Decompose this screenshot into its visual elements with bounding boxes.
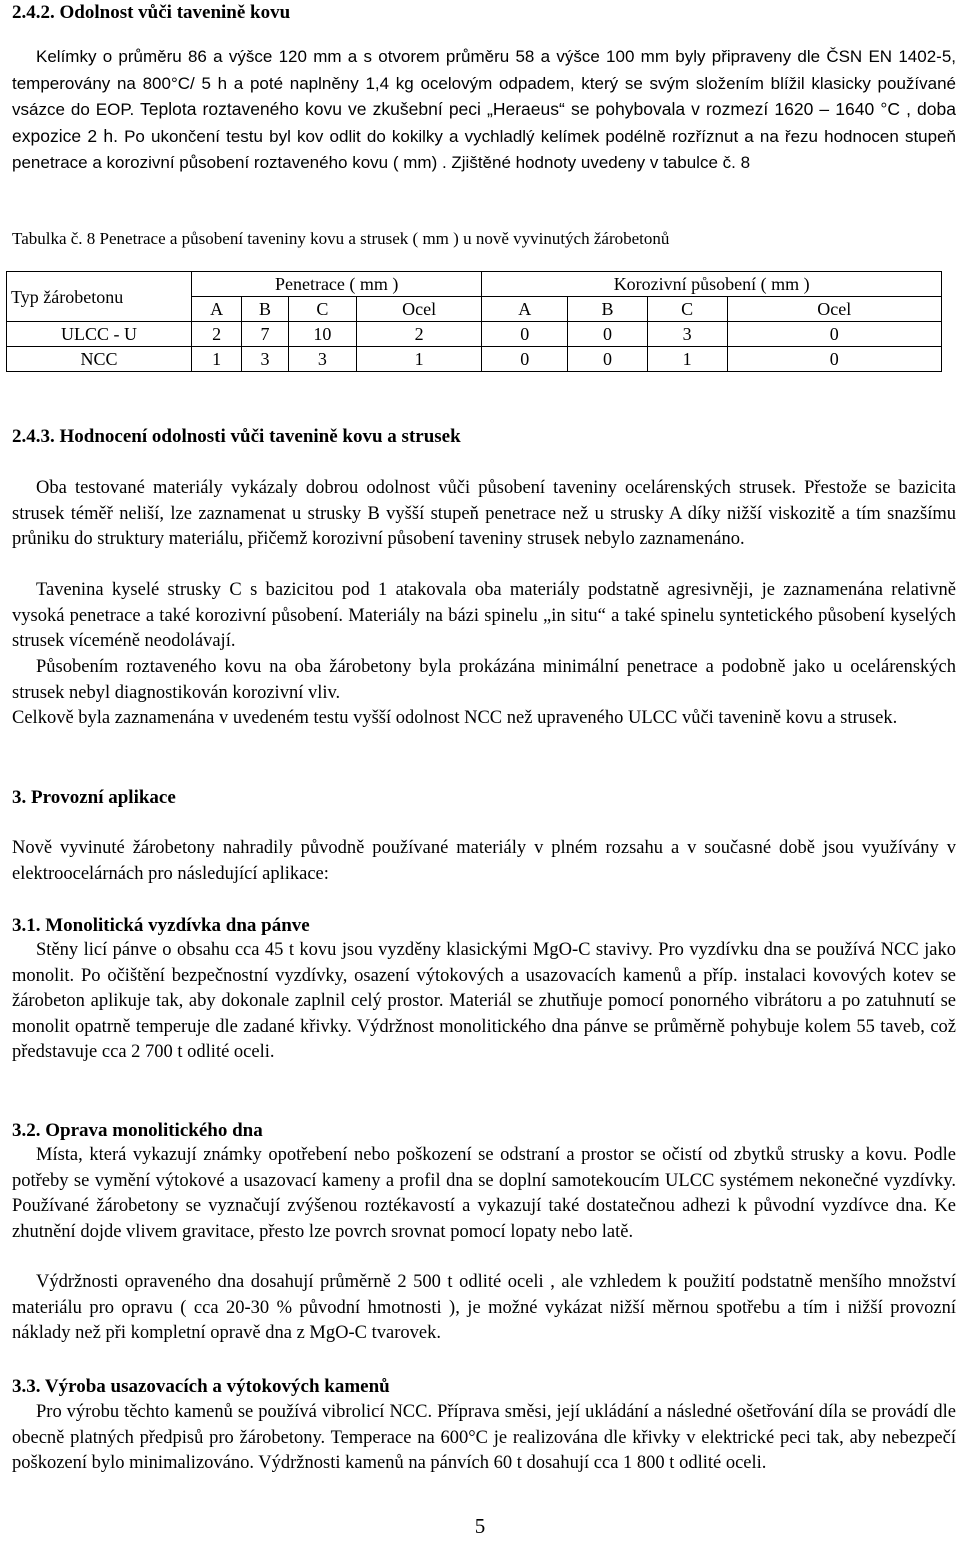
- section-heading-3-2: 3.2. Oprava monolitického dna: [12, 1120, 263, 1141]
- table-cell: 2: [356, 322, 481, 347]
- subheader-cell: Ocel: [727, 297, 941, 322]
- table-cell: 0: [482, 322, 568, 347]
- subheader-cell: C: [647, 297, 727, 322]
- header-corrosion: Korozivní působení ( mm ): [482, 272, 942, 297]
- table-cell: 2: [192, 322, 242, 347]
- paragraph-part-heraeus: Teplota roztaveného kovu ve zkušební peci „Heraeus“ se pohybovala v rozmezí 1620 – 1640 °C , doba expozice 2 h.: [12, 99, 956, 146]
- table-row: [7, 347, 942, 372]
- row-label: NCC: [7, 347, 192, 372]
- paragraph-acid-slag: Tavenina kyselé strusky C s bazicitou pod 1 atakovala oba materiály podstatně agresivněji, je zaznamenána relativně vysoká penetrace a také korozivní působení. Materiály na bázi spinelu „in situ“ a také spinelu syntetického působení kyselých strusek víceméně neodolávají.: [12, 580, 956, 651]
- table-cell: 0: [727, 322, 941, 347]
- table-cell: 3: [288, 347, 356, 372]
- subheader-cell: C: [288, 297, 356, 322]
- paragraph-repair-durability: Výdržnosti opraveného dna dosahují průměrně 2 500 t odlité oceli , ale vzhledem k použití podstatně menšího množství materiálu pro opravu ( cca 20-30 % původní hmotnosti ), je možné vykázat nižší měrnou spotřebu a tím i nižší provozní náklady než při kompletní opravě dna z MgO-C tvarovek.: [12, 1272, 956, 1343]
- table-cell: 0: [482, 347, 568, 372]
- paragraph-part-result: Po ukončení testu byl kov odlit do kokilky a vychladlý kelímek podélně rozříznut a na řezu hodnocen stupeň penetrace a korozivní působení roztaveného kovu ( mm) . Zjištěné hodnoty uvedeny v tabulce č. 8: [12, 126, 956, 172]
- table-cell: 1: [647, 347, 727, 372]
- section-heading-3-3: 3.3. Výroba usazovacích a výtokových kamenů: [12, 1376, 390, 1397]
- section-heading-3-1: 3.1. Monolitická vyzdívka dna pánve: [12, 915, 310, 936]
- header-type: Typ žárobetonu: [7, 272, 192, 322]
- table-cell: 1: [356, 347, 481, 372]
- subheader-cell: A: [482, 297, 568, 322]
- table-cell: 0: [727, 347, 941, 372]
- paragraph-applications: Nově vyvinuté žárobetony nahradily původně používané materiály v plném rozsahu a v současné době jsou využívány v elektroocelárnách pro následující aplikace:: [12, 838, 956, 884]
- table-cell: 0: [568, 322, 648, 347]
- paragraph-summary: Celkově byla zaznamenána v uvedeném testu vyšší odolnost NCC než upraveného ULCC vůči tavenině kovu a strusek.: [12, 708, 898, 728]
- data-table-8: [6, 271, 942, 372]
- subheader-cell: Ocel: [356, 297, 481, 322]
- table-cell: 0: [568, 347, 648, 372]
- subheader-cell: A: [192, 297, 242, 322]
- table-caption: Tabulka č. 8 Penetrace a působení taveniny kovu a strusek ( mm ) u nově vyvinutých žárobetonů: [12, 229, 670, 248]
- table-row: [7, 322, 942, 347]
- table-cell: 10: [288, 322, 356, 347]
- section-heading-3: 3. Provozní aplikace: [12, 787, 176, 808]
- page-number: 5: [474, 1514, 486, 1538]
- table-cell: 7: [242, 322, 289, 347]
- row-label: ULCC - U: [7, 322, 192, 347]
- paragraph-part-sans: Kelímky o průměru 86 a výšce 120 mm a s otvorem průměru 58 a výšce 100 mm byly připraveny dle ČSN EN 1402-5, temperovány na 800°C/ 5 h a poté naplněny 1,4 kg ocelovým odpadem, který se svým složením blížil klasicky používané vsázce do EOP.: [12, 47, 956, 119]
- table-cell: 1: [192, 347, 242, 372]
- section-heading-2-4-2: 2.4.2. Odolnost vůči tavenině kovu: [12, 2, 291, 23]
- subheader-cell: B: [242, 297, 289, 322]
- subheader-cell: B: [568, 297, 648, 322]
- paragraph-repair: Místa, která vykazují známky opotřebení nebo poškození se odstraní a prostor se očistí od zbytků strusky a kovu. Podle potřeby se vymění výtokové a usazovací kameny a profil dna se doplní samotekoucím ULCC systémem nekonečné vyzdívky. Používané žárobetony se vyznačují zvýšenou roztékavostí a vykazují také dostatečnou adhezi k původní vyzdívce dna. Ke zhutnění dojde vlivem gravitace, přesto lze povrch srovnat pomocí lopaty nebo latě.: [12, 1145, 956, 1242]
- paragraph-slag-resistance: Oba testované materiály vykázaly dobrou odolnost vůči působení taveniny ocelárenských strusek. Přestože se bazicita strusek téměř neliší, lze zaznamenat u strusky B vyšší stupeň penetrace než u strusky A díky nižší viskozitě a tím snazšímu průniku do struktury materiálu, přičemž korozivní působení taveniny strusek nebylo zaznamenáno.: [12, 478, 956, 549]
- table-cell: 3: [242, 347, 289, 372]
- paragraph-ladle-bottom: Stěny licí pánve o obsahu cca 45 t kovu jsou vyzděny klasickými MgO-C stavivy. Pro vyzdívku dna se používá NCC jako monolit. Po očištění bezpečnostní vyzdívky, osazení výtokových a usazovacích kamenů a příp. instalaci kovových kotev se žárobeton aplikuje tak, aby dokonale zaplnil celý prostor. Materiál se zhutňuje pomocí ponorného vibrátoru a po zatuhnutí se monolit opatrně temperuje dle zadané křivky. Výdržnost monolitického dna pánve se průměrně pohybuje kolem 55 taveb, což představuje cca 2 700 t odlité oceli.: [12, 940, 956, 1062]
- section-heading-2-4-3: 2.4.3. Hodnocení odolnosti vůči tavenině kovu a strusek: [12, 426, 461, 447]
- paragraph-metal-action: Působením roztaveného kovu na oba žárobetony byla prokázána minimální penetrace a podobně jako u ocelárenských strusek nebyl diagnostikován korozivní vliv.: [12, 657, 956, 703]
- table-header-row: [7, 272, 942, 297]
- paragraph-crucible-test: [12, 44, 956, 177]
- header-penetration: Penetrace ( mm ): [192, 272, 482, 297]
- paragraph-nozzle-blocks: Pro výrobu těchto kamenů se používá vibrolicí NCC. Příprava směsi, její ukládání a následné ošetřování díla se provádí dle obecně platných předpisů pro žárobetony. Temperace na 600°C je realizována dle křivky v elektrické peci tak, aby nebezpečí poškození bylo minimalizováno. Výdržnosti kamenů na pánvích 60 t dosahují cca 1 800 t odlité oceli.: [12, 1402, 956, 1473]
- table-cell: 3: [647, 322, 727, 347]
